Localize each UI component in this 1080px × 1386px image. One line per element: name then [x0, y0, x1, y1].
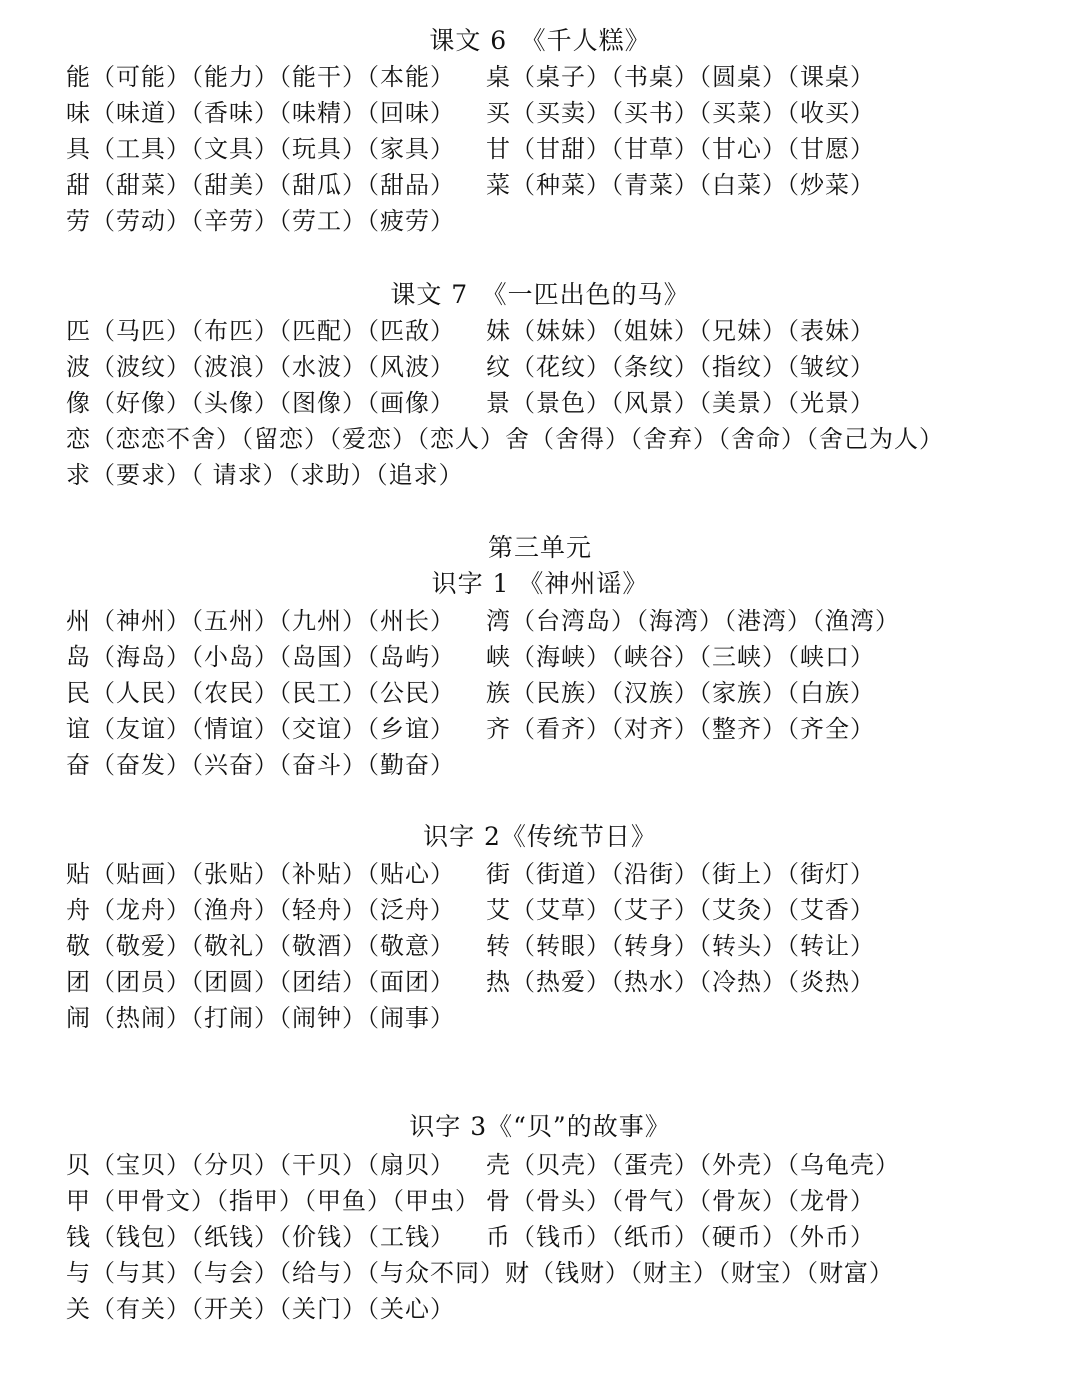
- vocab-entry: 奋（奋发）（兴奋）（奋斗）（勤奋）: [66, 751, 455, 779]
- vocab-entry: 团（团员）（团圆）（团结）（面团）: [66, 968, 455, 996]
- vocab-entry: 谊（友谊）（情谊）（交谊）（乡谊）: [66, 715, 455, 743]
- section-title: 识字 3《“贝”的故事》: [409, 1112, 671, 1141]
- vocab-entry: 峡（海峡）（峡谷）（三峡）（峡口）: [486, 643, 875, 671]
- vocab-entry: 骨（骨头）（骨气）（骨灰）（龙骨）: [486, 1187, 875, 1215]
- section-title: 课文 7 《一匹出色的马》: [390, 280, 690, 309]
- unit-title: 第三单元: [487, 533, 592, 562]
- vocab-entry: 甘（甘甜）（甘草）（甘心）（甘愿）: [486, 135, 875, 163]
- vocab-entry: 甲（甲骨文）（指甲）（甲鱼）（甲虫）: [66, 1187, 480, 1215]
- vocab-entry: 湾（台湾岛）（海湾）（港湾）（渔湾）: [486, 607, 900, 635]
- vocab-entry: 菜（种菜）（青菜）（白菜）（炒菜）: [486, 171, 875, 199]
- vocab-entry: 贝（宝贝）（分贝）（干贝）（扇贝）: [66, 1151, 455, 1179]
- vocab-entry: 民（人民）（农民）（民工）（公民）: [66, 679, 455, 707]
- vocab-entry: 妹（妹妹）（姐妹）（兄妹）（表妹）: [486, 317, 875, 345]
- vocab-entry: 岛（海岛）（小岛）（岛国）（岛屿）: [66, 643, 455, 671]
- section-title: 识字 1 《神州谣》: [431, 569, 649, 598]
- vocab-entry: 舟（龙舟）（渔舟）（轻舟）（泛舟）: [66, 896, 455, 924]
- vocab-entry: 闹（热闹）（打闹）（闹钟）（闹事）: [66, 1004, 455, 1032]
- vocab-entry: 甜（甜菜）（甜美）（甜瓜）（甜品）: [66, 171, 455, 199]
- vocab-entry: 具（工具）（文具）（玩具）（家具）: [66, 135, 455, 163]
- vocab-entry: 买（买卖）（买书）（买菜）（收买）: [486, 99, 875, 127]
- vocab-entry: 匹（马匹）（布匹）（匹配）（匹敌）: [66, 317, 455, 345]
- vocab-entry: 族（民族）（汉族）（家族）（白族）: [486, 679, 875, 707]
- vocab-entry: 热（热爱）（热水）（冷热）（炎热）: [486, 968, 875, 996]
- vocab-entry: 艾（艾草）（艾子）（艾灸）（艾香）: [486, 896, 875, 924]
- vocab-entry: 关（有关）（开关）（关门）（关心）: [66, 1295, 455, 1323]
- vocab-entry: 劳（劳动）（辛劳）（劳工）（疲劳）: [66, 207, 455, 235]
- vocab-entry: 求（要求）（ 请求）（求助）（追求）: [66, 461, 464, 489]
- vocab-entry: 波（波纹）（波浪）（水波）（风波）: [66, 353, 455, 381]
- section-title: 课文 6 《千人糕》: [429, 26, 651, 55]
- vocab-entry: 街（街道）（沿街）（街上）（街灯）: [486, 860, 875, 888]
- vocab-entry: 纹（花纹）（条纹）（指纹）（皱纹）: [486, 353, 875, 381]
- vocab-entry: 州（神州）（五州）（九州）（州长）: [66, 607, 455, 635]
- vocab-entry: 景（景色）（风景）（美景）（光景）: [486, 389, 875, 417]
- vocab-entry: 敬（敬爱）（敬礼）（敬酒）（敬意）: [66, 932, 455, 960]
- vocab-entry: 像（好像）（头像）（图像）（画像）: [66, 389, 455, 417]
- vocab-entry: 恋（恋恋不舍）（留恋）（爱恋）（恋人）舍（舍得）（舍弃）（舍命）（舍己为人）: [66, 425, 944, 453]
- vocab-entry: 转（转眼）（转身）（转头）（转让）: [486, 932, 875, 960]
- vocab-entry: 齐（看齐）（对齐）（整齐）（齐全）: [486, 715, 875, 743]
- vocab-entry: 味（味道）（香味）（味精）（回味）: [66, 99, 455, 127]
- vocab-entry: 贴（贴画）（张贴）（补贴）（贴心）: [66, 860, 455, 888]
- vocab-entry: 桌（桌子）（书桌）（圆桌）（课桌）: [486, 63, 875, 91]
- vocab-entry: 钱（钱包）（纸钱）（价钱）（工钱）: [66, 1223, 455, 1251]
- vocab-entry: 壳（贝壳）（蛋壳）（外壳）（乌龟壳）: [486, 1151, 900, 1179]
- vocab-entry: 币（钱币）（纸币）（硬币）（外币）: [486, 1223, 875, 1251]
- section-title: 识字 2《传统节日》: [423, 822, 657, 851]
- vocab-entry: 与（与其）（与会）（给与）（与众不同）财（钱财）（财主）（财宝）（财富）: [66, 1259, 894, 1287]
- vocab-entry: 能（可能）（能力）（能干）（本能）: [66, 63, 455, 91]
